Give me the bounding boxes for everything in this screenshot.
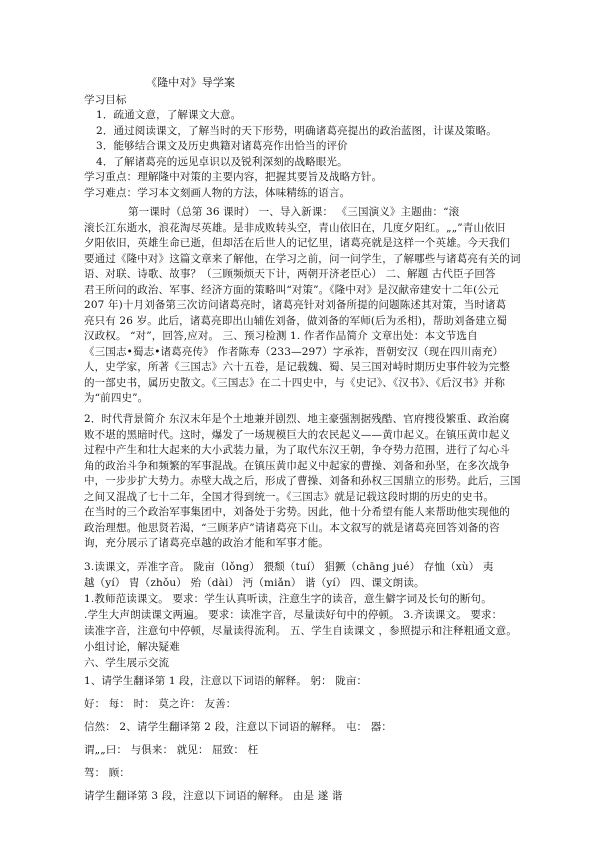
text-line: 角的政治斗争和频繁的军事混战。在镇压黄巾起义中起家的曹操、刘备和孙坚，在多次战争	[84, 460, 510, 472]
text-line: 滚长江东逝水，浪花淘尽英雄。是非成败转头空，青山依旧在，几度夕阳红。„„”青山依旧	[84, 222, 506, 234]
section-heading-share: 六、学生展示交流	[84, 657, 170, 669]
text-line: 人，史学家，所著《三国志》六十五卷，是记载魏、蜀、吴三国对峙时期历史事件较为完整	[84, 361, 510, 373]
text-line: 要通过《隆中对》这篇文章来了解他，在学习之前，问一问学生，了解哪些与诸葛亮有关的词	[84, 253, 521, 265]
text-line: 驾： 顾：	[84, 767, 131, 779]
text-line: 《三国志•蜀志•诸葛亮传》 作者陈寿（233—297）字承祚，晋朝安汉（现在四川南充）	[84, 346, 504, 358]
text-line: 的一部史书，属历史散文。《三国志》在二十四史中，与《史记》、《汉书》、《后汉书》并称	[84, 377, 506, 389]
text-line: 好： 每： 时： 莫之许： 友善：	[84, 698, 237, 710]
text-line: 信然： 2、请学生翻译第 2 段，注意以下词语的解释。 屯： 器：	[84, 721, 392, 733]
text-line: 小组讨论，解决疑难	[84, 641, 180, 653]
section-heading-objectives: 学习目标	[84, 94, 127, 106]
text-line: 汉政权。 “对”，回答,应对。 三、预习检测 1. 作者作品简介 文章出处：本文节选自	[84, 330, 478, 342]
text-line: 之间又混战了七十二年，全国才得到统一。《三国志》就是记载这段时期的历史的史书。	[84, 491, 495, 503]
text-line: 为“前四史”。	[84, 392, 149, 404]
text-line: 败不堪的黑暗时代。这时，爆发了一场规模巨大的农民起义——黄巾起义。在镇压黄巾起义	[84, 429, 510, 441]
text-line: 中，一步步扩大势力。赤壁大战之后，形成了曹操、刘备和孙权三国鼎立的形势。此后，三国	[84, 475, 521, 487]
text-line: 君王所问的政治、军事、经济方面的策略叫“对策”。《隆中对》是汉献帝建安十二年(公元	[84, 284, 499, 296]
text-line: 1.教师范读课文。 要求：学生认真听读，注意生字的读音，意生僻字词及长句的断句。	[84, 593, 492, 605]
text-line: 3.读课文，弄准字音。 陇亩（lǒng） 猥颓（tuí） 猖獗（chāng jué） 存恤（xù） 夷	[84, 561, 494, 573]
text-line: 越（yí） 胄（zhǒu） 殆（dài） 沔（miǎn） 谐（yí） 四、课文朗读。	[84, 577, 425, 589]
text-line: 请学生翻译第 3 段，注意以下词语的解释。 由是 遂 谐	[84, 790, 343, 802]
objective-1: 1．疏通文意，了解课文大意。	[96, 109, 242, 121]
text-line: 1、请学生翻译第 1 段，注意以下词语的解释。 躬： 陇亩：	[84, 675, 368, 687]
document-title: 《隆中对》导学案	[146, 76, 236, 89]
text-line: 207 年)十月刘备第三次访问诸葛亮时，诸葛亮针对刘备所提的问题陈述其对策，当时诸葛	[84, 299, 507, 311]
text-line: 在当时的三个政治军事集团中，刘备处于劣势。因此，他十分希望有能人来帮助他实现他的	[84, 506, 510, 518]
text-line: .学生大声朗读课文两遍。 要求：读准字音，尽量读好句中的停顿。 3.齐读课文。 要求：	[84, 609, 503, 621]
text-line: 读准字音，注意句中停顿，尽量读得流利。 五、学生自读课文 ，参照提示和注释粗通文意。	[84, 625, 517, 637]
key-point: 学习重点：理解隆中对策的主要内容，把握其要旨及战略方针。	[84, 171, 383, 183]
objective-3: 3．能够结合课文及历史典籍对诸葛亮作出恰当的评价	[96, 140, 348, 152]
text-line: 询，充分展示了诸葛亮卓越的政治才能和军事才能。	[84, 537, 329, 549]
text-line: 第一课时（总第 36 课时） 一、导入新课： 《三国演义》主题曲：“滚	[128, 206, 460, 218]
text-line: 语、对联、诗歌、故事？（三顾频烦天下计，两朝开济老臣心） 二、解题 古代臣子回答	[84, 268, 496, 280]
text-line: 2．时代背景简介 东汉末年是个土地兼并剧烈、地主豪强割据残酷、官府搜役繁重、政治腐	[84, 413, 510, 425]
text-line: 过程中产生和壮大起来的大小武装力量，为了取代东汉王朝，争夺势力范围，进行了勾心斗	[84, 444, 510, 456]
objective-4: 4．了解诸葛亮的远见卓识以及锐利深刻的战略眼光。	[96, 156, 348, 168]
difficult-point: 学习难点：学习本文刻画人物的方法，体味精练的语言。	[84, 187, 351, 199]
text-line: 夕阳依旧，英雄生命已逝，但却活在后世人的记忆里，诸葛亮就是这样一个英雄。今天我们	[84, 237, 510, 249]
objective-2: 2．通过阅读课文，了解当时的天下形势，明确诸葛亮提出的政治蓝图，计谋及策略。	[96, 125, 497, 137]
text-line: 政治理想。他思贤若渴，“三顾茅庐”请诸葛亮下山。本文叙写的就是诸葛亮回答刘备的咨	[84, 522, 500, 534]
text-line: 谓„„曰： 与俱来： 就见： 屈致： 枉	[84, 744, 259, 756]
text-line: 亮只有 26 岁。此后，诸葛亮即出山辅佐刘备，做刘备的军师(后为丞相)，帮助刘备建立蜀	[84, 315, 508, 327]
